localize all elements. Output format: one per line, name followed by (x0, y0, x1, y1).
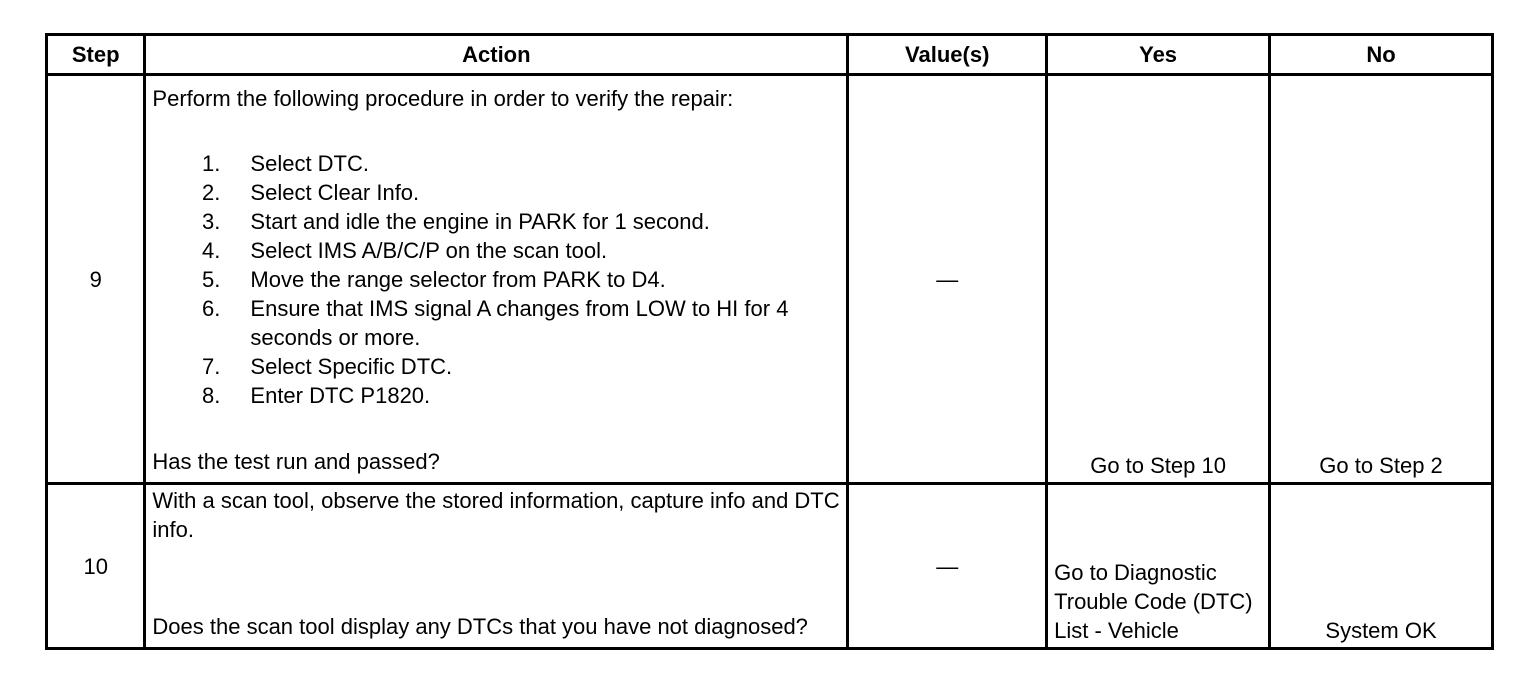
procedure-number: 2. (202, 180, 221, 205)
step-number: 9 (47, 75, 145, 484)
procedure-item (152, 381, 840, 410)
action-intro: Perform the following procedure in order to verify the repair: (152, 86, 734, 111)
action-question: Has the test run and passed? (152, 449, 440, 474)
value-cell: — (848, 75, 1047, 484)
procedure-list (152, 149, 840, 410)
procedure-number: 8. (202, 383, 221, 408)
procedure-text: Move the range selector from PARK to D4. (250, 267, 666, 292)
table-row-step-10 (47, 484, 1493, 649)
procedure-number: 1. (202, 151, 221, 176)
procedure-item (152, 207, 840, 236)
action-question: Does the scan tool display any DTCs that you have not diagnosed? (152, 614, 808, 639)
action-cell (145, 75, 848, 484)
procedure-text: Select Clear Info. (250, 180, 420, 205)
procedure-text: Select DTC. (250, 151, 369, 176)
value-cell: — (848, 484, 1047, 649)
table-row-step-9 (47, 75, 1493, 484)
no-cell: System OK (1270, 484, 1493, 649)
procedure-item (152, 178, 840, 207)
header-yes: Yes (1047, 35, 1270, 75)
procedure-number: 7. (202, 354, 221, 379)
procedure-item (152, 352, 840, 381)
header-no: No (1270, 35, 1493, 75)
yes-cell: Go to Diagnostic Trouble Code (DTC) List - Vehicle (1047, 484, 1270, 649)
yes-cell: Go to Step 10 (1047, 75, 1270, 484)
procedure-text: Ensure that IMS signal A changes from LOW to HI for 4 seconds or more. (250, 296, 789, 350)
procedure-number: 4. (202, 238, 221, 263)
procedure-item (152, 149, 840, 178)
procedure-item (152, 236, 840, 265)
table-header-row (47, 35, 1493, 75)
procedure-text: Enter DTC P1820. (250, 383, 431, 408)
procedure-item (152, 294, 840, 352)
procedure-text: Select IMS A/B/C/P on the scan tool. (250, 238, 608, 263)
step-number: 10 (47, 484, 145, 649)
procedure-item (152, 265, 840, 294)
action-cell (145, 484, 848, 649)
diagnostic-table (45, 33, 1494, 650)
procedure-text: Select Specific DTC. (250, 354, 453, 379)
header-values: Value(s) (848, 35, 1047, 75)
procedure-number: 3. (202, 209, 221, 234)
no-cell: Go to Step 2 (1270, 75, 1493, 484)
procedure-text: Start and idle the engine in PARK for 1 second. (250, 209, 710, 234)
procedure-number: 6. (202, 296, 221, 321)
header-action: Action (145, 35, 848, 75)
action-intro: With a scan tool, observe the stored information, capture info and DTC info. (152, 488, 840, 542)
header-step: Step (47, 35, 145, 75)
procedure-number: 5. (202, 267, 221, 292)
